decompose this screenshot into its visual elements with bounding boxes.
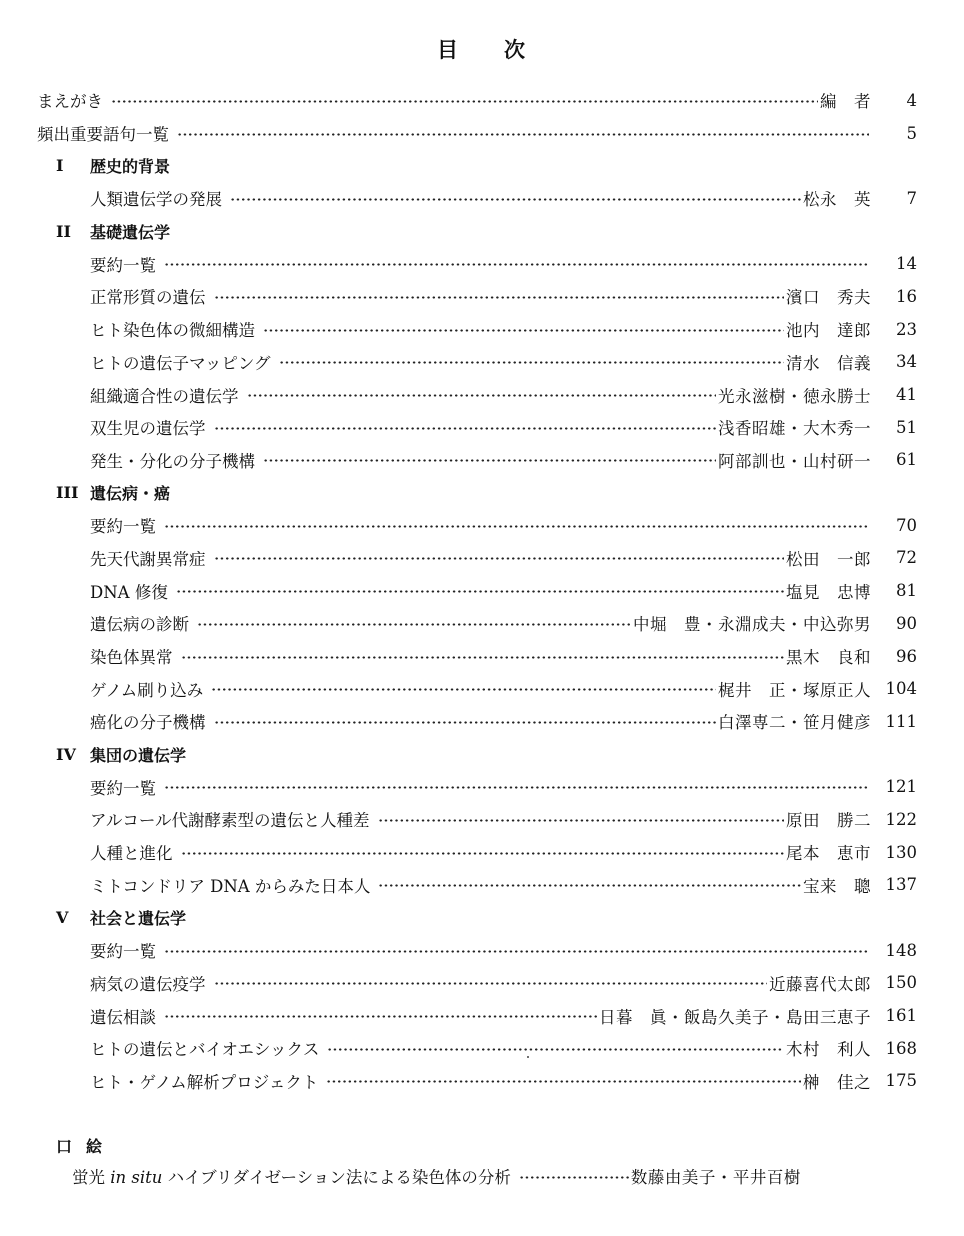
toc-entry-page: 111 [885,711,917,731]
toc-entry[interactable] [0,672,964,705]
leader-dots [164,944,869,958]
section-title: 遺伝病・癌 [90,484,171,504]
toc-entry-author: 清水 信義 [786,353,871,373]
leader-dots [176,585,784,599]
toc-entry-author: 白澤専二・笹月健彦 [718,713,871,733]
toc-entry-author: 編 者 [820,92,871,112]
toc-entry-title: ヒト・ゲノム解析プロジェクト [90,1072,319,1092]
frontispiece-section [0,1130,964,1193]
toc-entry-title: 染色体異常 [90,648,173,668]
frontispiece-heading-part2: 絵 [86,1136,103,1156]
leader-dots [164,258,869,272]
section-title: 歴史的背景 [90,157,171,177]
frontispiece-title-pre: 蛍光 [72,1168,111,1188]
leader-dots [214,715,717,729]
toc-entry-title: 発生・分化の分子機構 [90,451,255,471]
toc-entry-page: 23 [896,319,917,339]
toc-entry-title: 要約一覧 [90,778,156,798]
leader-dots [326,1075,801,1089]
toc-entry-author: 原田 勝二 [786,811,871,831]
toc-entry-title: 正常形質の遺伝 [90,288,206,308]
toc-entry[interactable] [0,803,964,836]
toc-entry[interactable] [0,313,964,346]
toc-entry-author: 塩見 忠博 [786,582,871,602]
toc-entry-title: 頻出重要語句一覧 [37,125,169,145]
toc-entry[interactable] [0,869,964,902]
toc-entry-title: 遺伝相談 [90,1007,156,1027]
section-numeral: III [56,483,79,503]
toc-entry-page: 72 [896,548,917,568]
toc-entry[interactable] [0,280,964,313]
toc-entry-glossary[interactable] [0,117,964,150]
toc-entry-author: 浅香昭雄・大木秀一 [718,419,871,439]
toc-entry[interactable] [0,770,964,803]
toc-entry-page: 168 [885,1038,917,1058]
toc-entry[interactable] [0,182,964,215]
toc-entry-author: 梶井 正・塚原正人 [718,680,871,700]
section-title: 基礎遺伝学 [90,222,171,242]
toc-entry[interactable] [0,378,964,411]
section-heading-2 [0,215,964,248]
toc-entry[interactable] [0,411,964,444]
toc-entry-title: 先天代謝異常症 [90,549,206,569]
leader-dots [519,1170,629,1184]
toc-entry[interactable] [0,247,964,280]
toc-entry[interactable] [0,346,964,379]
section-title: 社会と遺伝学 [90,909,187,929]
toc-entry-page: 175 [885,1071,917,1091]
section-title: 集団の遺伝学 [90,745,187,765]
section-heading-3 [0,476,964,509]
toc-entry-page: 51 [896,417,917,437]
toc-entry-page: 150 [885,973,917,993]
toc-entry-page: 104 [885,679,917,699]
toc-entry-page: 96 [896,646,917,666]
leader-dots [214,977,768,991]
toc-entry-author: 近藤喜代太郎 [769,974,871,994]
frontispiece-title-italic: in situ [110,1168,163,1188]
leader-dots [164,519,869,533]
toc-entry[interactable] [0,1032,964,1065]
toc-entry-page: 122 [885,809,917,829]
frontispiece-heading-part1: 口 [56,1136,73,1156]
toc-entry-title: アルコール代謝酵素型の遺伝と人種差 [90,811,370,831]
toc-entry[interactable] [0,509,964,542]
toc-entry[interactable] [0,1065,964,1098]
toc-entry-page: 5 [906,123,917,143]
leader-dots [197,617,631,631]
leader-dots [230,192,801,206]
leader-dots [378,813,784,827]
toc-entry[interactable] [0,836,964,869]
section-numeral: I [56,156,64,176]
toc-entry[interactable] [0,607,964,640]
toc-entry-title: 要約一覧 [90,942,156,962]
section-numeral: V [56,908,69,928]
toc-entry[interactable] [0,444,964,477]
toc-entry[interactable] [0,999,964,1032]
page-title-part2: 次 [504,38,527,62]
frontispiece-title-post: ハイブリダイゼーション法による染色体の分析 [162,1168,511,1188]
section-numeral: IV [56,744,76,764]
toc-entry-title: 癌化の分子機構 [90,713,206,733]
print-speck [527,1056,529,1058]
leader-dots [181,650,785,664]
section-numeral: II [56,221,71,241]
toc-entry-page: 7 [906,188,917,208]
toc-entry-title: 遺伝病の診断 [90,615,189,635]
toc-entry-title: 病気の遺伝疫学 [90,974,206,994]
leader-dots [164,1010,597,1024]
leader-dots [214,552,785,566]
frontispiece-entry-author: 数藤由美子・平井百樹 [630,1168,801,1188]
toc-entry-page: 61 [896,450,917,470]
toc-entry-title: 要約一覧 [90,255,156,275]
toc-entry-title: ヒトの遺伝とバイオエシックス [90,1040,320,1060]
toc-entry-author: 中堀 豊・永淵成夫・中込弥男 [633,615,871,635]
leader-dots [279,356,784,370]
leader-dots [111,94,818,108]
toc-entry-title: 双生児の遺伝学 [90,419,206,439]
toc-entry-title: 人類遺伝学の発展 [90,190,222,210]
leader-dots [177,127,869,141]
leader-dots [214,290,785,304]
toc-entry-author: 阿部訓也・山村研一 [718,451,871,471]
page-title-part1: 目 [437,38,460,62]
toc-entry-page: 4 [906,90,917,110]
toc-entry-page: 34 [896,352,917,372]
leader-dots [327,1042,784,1056]
toc-entry-title: 要約一覧 [90,517,156,537]
toc-entry-author: 黒木 良和 [786,648,871,668]
toc-entry-author: 木村 利人 [786,1040,871,1060]
leader-dots [378,879,801,893]
toc-entry-author: 松田 一郎 [786,549,871,569]
toc-entry-page: 90 [896,613,917,633]
toc-entry-page: 16 [896,286,917,306]
toc-entry-author: 宝来 聰 [803,876,871,896]
leader-dots [164,781,869,795]
toc-entry-author: 光永滋樹・徳永勝士 [718,386,871,406]
frontispiece-heading [0,1130,964,1160]
toc-entry-title: ミトコンドリア DNA からみた日本人 [90,876,371,896]
toc-entry-page: 148 [885,940,917,960]
toc-entry-title: DNA 修復 [90,582,168,602]
toc-entry-page: 14 [896,254,917,274]
toc-entry-title: ヒトの遺伝子マッピング [90,353,271,373]
toc-entry-author: 尾本 恵市 [786,844,871,864]
toc-entry[interactable] [0,967,964,1000]
toc-entry[interactable] [0,640,964,673]
toc-entry-page: 41 [896,385,917,405]
toc-entry-title: 人種と進化 [90,844,173,864]
table-of-contents [0,84,964,1097]
toc-entry-page: 130 [885,842,917,862]
toc-entry-page: 70 [896,515,917,535]
toc-entry-author: 日暮 眞・飯島久美子・島田三恵子 [599,1007,871,1027]
toc-entry-page: 137 [885,875,917,895]
leader-dots [181,846,785,860]
page-title [0,34,964,64]
toc-entry-author: 濱口 秀夫 [786,288,871,308]
toc-entry-author: 池内 達郎 [786,321,871,341]
toc-entry-title: まえがき [37,92,103,112]
toc-entry-page: 121 [885,777,917,797]
leader-dots [214,421,717,435]
toc-entry-author: 榊 佳之 [803,1072,871,1092]
leader-dots [263,454,716,468]
toc-entry[interactable] [0,542,964,575]
section-heading-5 [0,901,964,934]
toc-entry[interactable] [0,934,964,967]
section-heading-4 [0,738,964,771]
leader-dots [263,323,784,337]
toc-entry-page: 161 [885,1006,917,1026]
toc-entry[interactable] [0,705,964,738]
toc-entry-title: ヒト染色体の微細構造 [90,321,255,341]
frontispiece-entry-title [72,1164,511,1188]
toc-entry-page: 81 [896,581,917,601]
frontispiece-entry[interactable] [0,1160,964,1193]
toc-entry-title: ゲノム刷り込み [90,680,204,700]
toc-entry-title: 組織適合性の遺伝学 [90,386,239,406]
section-heading-1 [0,149,964,182]
toc-entry[interactable] [0,574,964,607]
leader-dots [247,389,717,403]
toc-entry-preface[interactable] [0,84,964,117]
leader-dots [211,683,716,697]
toc-entry-author: 松永 英 [803,190,871,210]
